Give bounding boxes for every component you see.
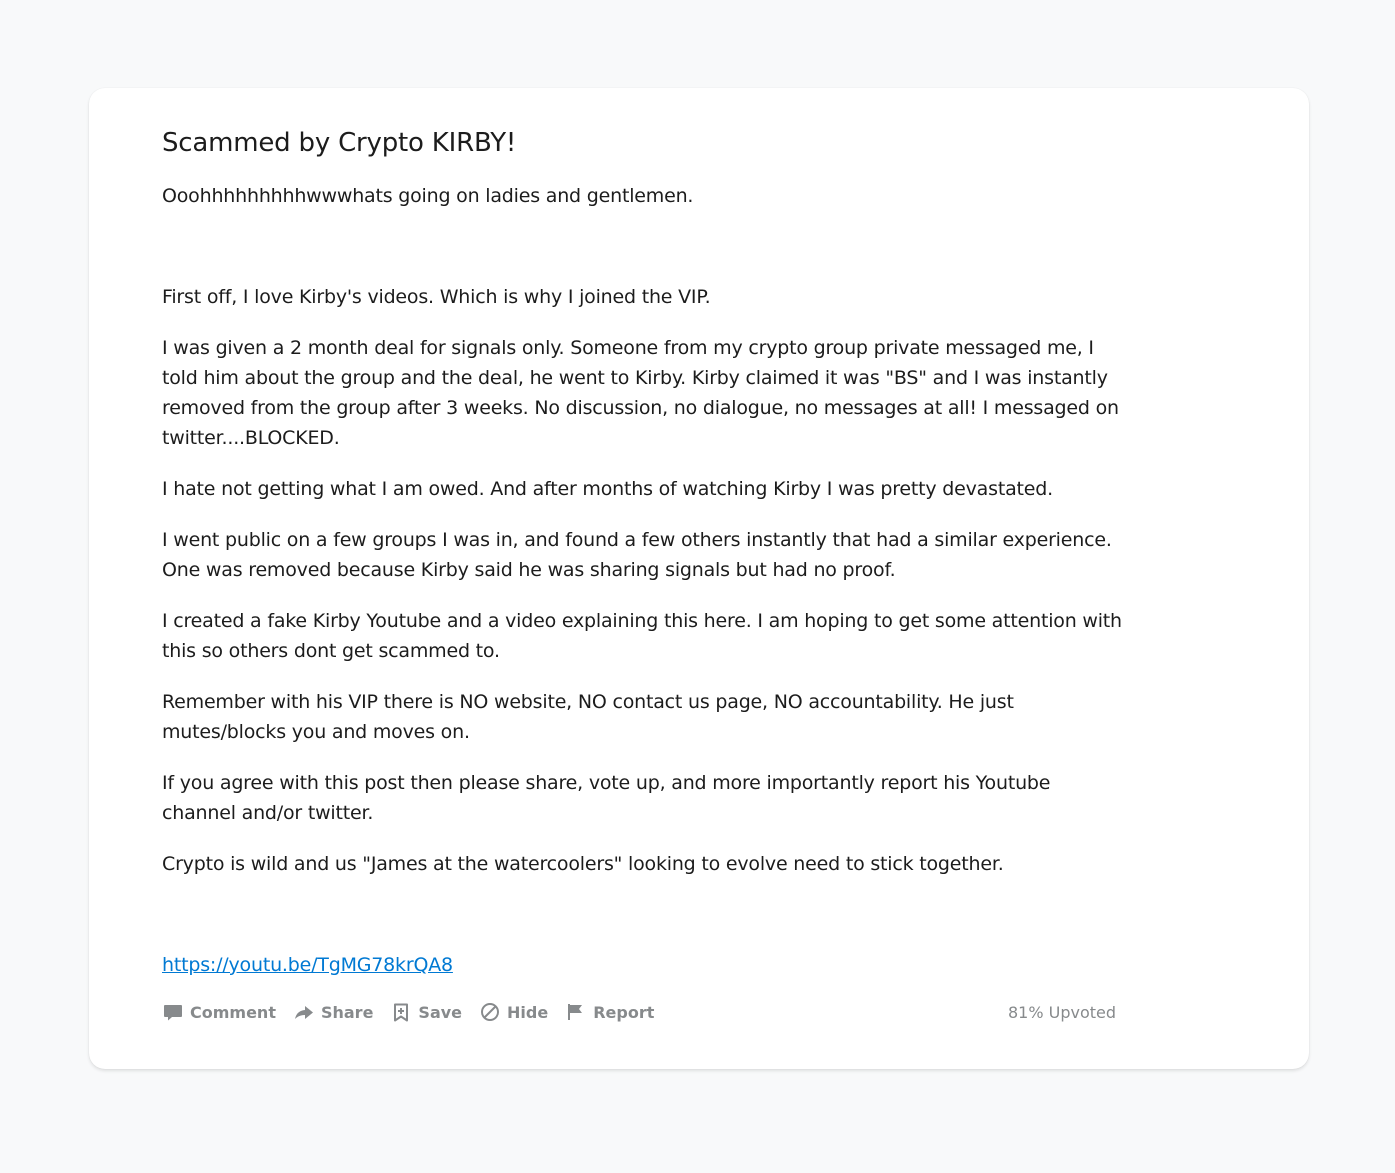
save-label: Save	[418, 1002, 463, 1022]
post-paragraph: Remember with his VIP there is NO website, NO contact us page, NO accountability. He just mutes/blocks you and moves on.	[162, 691, 1014, 743]
upvote-ratio: 81% Upvoted	[1007, 1002, 1116, 1022]
post-content	[162, 126, 1122, 980]
comment-icon	[162, 1001, 184, 1023]
report-label: Report	[593, 1002, 655, 1022]
report-button[interactable]	[565, 1001, 654, 1023]
post-paragraph: I hate not getting what I am owed. And after months of watching Kirby I was pretty devastated.	[162, 478, 1053, 500]
youtube-link[interactable]: https://youtu.be/TgMG78krQA8	[162, 954, 453, 976]
post-card	[89, 88, 1309, 1069]
post-title[interactable]: Scammed by Crypto KIRBY!	[162, 128, 517, 158]
save-button[interactable]	[390, 1001, 462, 1023]
share-button[interactable]	[293, 1001, 373, 1023]
post-paragraph: Ooohhhhhhhhhwwwhats going on ladies and gentlemen.	[162, 185, 694, 207]
share-label: Share	[320, 1002, 374, 1022]
hide-button[interactable]	[479, 1001, 548, 1023]
hide-label: Hide	[507, 1002, 549, 1022]
post-paragraph: First off, I love Kirby's videos. Which is why I joined the VIP.	[162, 286, 711, 308]
bookmark-icon	[390, 1001, 412, 1023]
share-icon	[293, 1001, 315, 1023]
flag-icon	[565, 1001, 587, 1023]
post-paragraph: If you agree with this post then please share, vote up, and more importantly report his Youtube channel and/or twitter.	[162, 772, 1051, 824]
comment-label: Comment	[190, 1002, 276, 1022]
comment-button[interactable]	[162, 1001, 276, 1023]
post-paragraph: I created a fake Kirby Youtube and a video explaining this here. I am hoping to get some attention with this so others dont get scammed to.	[162, 610, 1122, 662]
post-actions-bar	[162, 996, 1116, 1028]
post-paragraph: Crypto is wild and us "James at the watercoolers" looking to evolve need to stick together.	[162, 853, 1004, 875]
post-paragraph: I went public on a few groups I was in, and found a few others instantly that had a similar experience. One was removed because Kirby said he was sharing signals but had no proof.	[162, 529, 1112, 581]
hide-icon	[479, 1001, 501, 1023]
post-paragraph: I was given a 2 month deal for signals only. Someone from my crypto group private messaged me, I told him about the group and the deal, he went to Kirby. Kirby claimed it was "BS" and I was instantly removed from the group after 3 weeks. No discussion, no dialogue, no messages at all! I messaged on twitter....BLOCKED.	[162, 337, 1119, 449]
